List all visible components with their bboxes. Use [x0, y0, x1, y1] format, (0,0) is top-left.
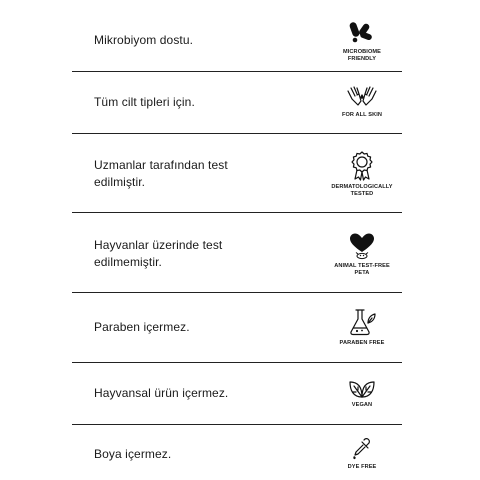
feature-badge: [312, 437, 412, 471]
feature-badge: [312, 85, 412, 119]
feature-text: Hayvansal ürün içermez.: [94, 385, 229, 400]
divider: [72, 424, 402, 425]
award-ribbon-icon: [350, 151, 374, 181]
divider: [72, 71, 402, 72]
feature-row-paraben-free: [72, 300, 402, 354]
flask-leaf-icon: [347, 307, 377, 337]
badge-label-line1: MICROBIOME: [343, 48, 381, 55]
feature-badge: [312, 307, 412, 347]
feature-row-animal-test-free: [72, 220, 402, 288]
divider: [72, 133, 402, 134]
badge-label-line2: PETA: [354, 269, 370, 276]
feature-badge: [312, 377, 412, 409]
feature-text: Boya içermez.: [94, 446, 172, 461]
feature-row-all-skin: [72, 78, 402, 126]
bunny-heart-icon: [347, 232, 377, 260]
badge-label-line2: TESTED: [350, 190, 374, 197]
badge-label-line1: FOR ALL SKIN: [341, 112, 383, 118]
badge-label-line1: ANIMAL TEST-FREE: [334, 262, 390, 269]
divider: [72, 212, 402, 213]
feature-text: Uzmanlar tarafından test edilmiştir.: [94, 158, 228, 189]
badge-label-line1: DYE FREE: [347, 464, 377, 470]
badge-label-line1: PARABEN FREE: [339, 340, 385, 346]
feature-text: Hayvanlar üzerinde test edilmemiştir.: [94, 238, 223, 269]
badge-label-line2: FRIENDLY: [347, 55, 377, 62]
feature-row-microbiome: [72, 12, 402, 68]
hands-icon: [344, 85, 380, 109]
dropper-icon: [351, 437, 373, 461]
feature-row-dye-free: [72, 432, 402, 476]
feature-badge: [312, 232, 412, 277]
feature-badge: [312, 151, 412, 198]
divider: [72, 362, 402, 363]
badge-label-line1: DERMATOLOGICALLY: [331, 183, 393, 190]
feature-badge: [312, 18, 412, 63]
microbiome-icon: [348, 18, 376, 46]
leaves-icon: [348, 377, 376, 399]
feature-text: Mikrobiyom dostu.: [94, 32, 194, 47]
badge-label-line1: VEGAN: [351, 402, 373, 408]
divider: [72, 292, 402, 293]
feature-text: Tüm cilt tipleri için.: [94, 94, 195, 109]
feature-row-vegan: [72, 370, 402, 416]
feature-text: Paraben içermez.: [94, 319, 190, 334]
feature-row-derma-tested: [72, 140, 402, 208]
